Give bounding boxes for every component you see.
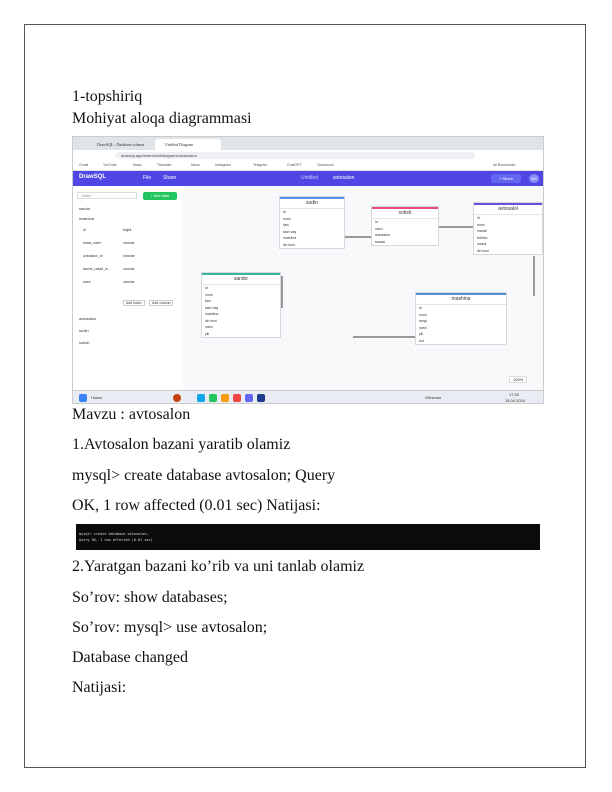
entity-field[interactable]: id: [375, 220, 378, 224]
entity-field[interactable]: sanasi: [375, 239, 386, 244]
entity-field[interactable]: turi: [419, 338, 424, 343]
sidebar-table-item[interactable]: sardor: [79, 206, 91, 211]
entity-field[interactable]: mashina: [283, 236, 297, 240]
task-heading: 1-topshiriq: [72, 88, 143, 105]
entity-field[interactable]: ish kuni: [283, 242, 295, 247]
step1-result: OK, 1 row affected (0.01 sec) Natijasi:: [72, 497, 321, 514]
weather-text: Облачно: [425, 395, 442, 400]
zoom-level[interactable]: 100%: [509, 376, 527, 383]
entity-field[interactable]: ish kuni: [205, 318, 217, 323]
entity-avtosalol[interactable]: [473, 202, 543, 255]
entity-field[interactable]: yili: [205, 331, 210, 336]
entity-field[interactable]: fam: [205, 299, 211, 303]
column-name[interactable]: id: [83, 228, 86, 232]
column-type[interactable]: varchar: [123, 280, 135, 284]
entity-field[interactable]: fam: [283, 223, 289, 227]
project-name[interactable]: avtosalon: [333, 175, 355, 181]
relation-line: [353, 336, 417, 338]
add-index-button[interactable]: Add index: [123, 300, 145, 306]
browser-tabbar: [73, 137, 543, 150]
result-label: Natijasi:: [72, 679, 127, 696]
column-name[interactable]: narxi: [83, 280, 91, 284]
project-label: Untitled: [301, 175, 318, 181]
column-type[interactable]: varchar: [123, 241, 135, 245]
chrome-icon[interactable]: [233, 394, 241, 402]
terminal-line: Query OK, 1 row affected (0.01 sec): [79, 538, 153, 542]
relation-line: [438, 226, 476, 228]
column-name[interactable]: avtosalon_id: [83, 254, 103, 258]
step1-query: mysql> create database avtosalon; Query: [72, 467, 336, 484]
entity-field[interactable]: manzil: [477, 229, 488, 233]
entity-mashina[interactable]: [415, 292, 507, 345]
app-icon[interactable]: [209, 394, 217, 402]
entity-field[interactable]: avtosalon: [375, 233, 390, 237]
clock-date: 15.04.2024: [505, 398, 526, 403]
topic-line: Mavzu : avtosalon: [72, 406, 191, 423]
entity-field[interactable]: rangi: [419, 319, 427, 323]
entity-field[interactable]: id: [205, 286, 208, 290]
entity-field[interactable]: id: [419, 306, 422, 310]
column-name[interactable]: tasme_rasad_in...: [83, 267, 111, 271]
use-query: So’rov: mysql> use avtosalon;: [72, 619, 268, 636]
menu-share[interactable]: Share: [163, 175, 177, 181]
app-icon[interactable]: [257, 394, 265, 402]
step1-line: 1.Avtosalon bazani yaratib olamiz: [72, 436, 291, 453]
folder-icon[interactable]: [221, 394, 229, 402]
entity-title: mashina: [416, 293, 506, 305]
entity-field[interactable]: tash vaq: [205, 305, 219, 310]
new-table-button[interactable]: + New table: [143, 192, 177, 200]
entity-field[interactable]: nomi: [205, 292, 213, 297]
column-type[interactable]: varchar: [123, 267, 135, 271]
bookmark-item[interactable]: Classroom: [317, 163, 334, 167]
address-bar: [73, 150, 543, 161]
entity-sardor[interactable]: [201, 272, 281, 338]
entity-field[interactable]: narxi: [205, 325, 213, 329]
entity-field[interactable]: narxi: [375, 226, 383, 231]
entity-field[interactable]: nomi: [477, 222, 485, 227]
bookmark-item[interactable]: Instagram: [215, 163, 231, 167]
os-taskbar: [73, 390, 543, 404]
column-type[interactable]: bigint: [123, 228, 132, 232]
app-logo: DrawSQL: [79, 174, 107, 180]
bookmark-item[interactable]: News: [191, 163, 200, 167]
entity-sudin[interactable]: [279, 196, 345, 249]
diagram-canvas[interactable]: [183, 186, 544, 390]
entity-field[interactable]: nomi: [283, 216, 291, 221]
windows-start-icon[interactable]: [79, 394, 87, 402]
app-icon[interactable]: [245, 394, 253, 402]
er-diagram-screenshot: [72, 136, 544, 404]
diagram-heading: Mohiyat aloqa diagrammasi: [72, 110, 252, 127]
app-toolbar: [73, 171, 543, 186]
entity-title: sudin: [280, 197, 344, 209]
bookmark-item[interactable]: Maps: [133, 163, 142, 167]
sidebar-table-item[interactable]: sotish: [79, 340, 90, 345]
entity-sotish[interactable]: [371, 206, 439, 246]
column-name[interactable]: mass_xatei: [83, 241, 101, 245]
relation-line: [533, 256, 535, 296]
entity-field[interactable]: id: [477, 216, 480, 220]
bookmark-item[interactable]: YouTube: [103, 163, 117, 167]
app-icon[interactable]: [197, 394, 205, 402]
bookmark-item[interactable]: Gmail: [79, 163, 89, 167]
db-changed: Database changed: [72, 649, 188, 666]
add-column-button[interactable]: Add column: [149, 300, 173, 306]
clock-time: 17:30: [509, 392, 520, 397]
entity-field[interactable]: narxi: [419, 325, 427, 330]
sidebar-table-item[interactable]: mashina: [79, 216, 95, 221]
show-query: So’rov: show databases;: [72, 589, 228, 606]
avatar[interactable]: AS: [529, 174, 539, 183]
entity-field[interactable]: ish kuni: [477, 248, 489, 253]
entity-field[interactable]: tash vaq: [283, 229, 297, 234]
app-icon[interactable]: [173, 394, 181, 402]
tables-sidebar: [73, 186, 184, 390]
entity-title: sardor: [202, 273, 280, 285]
sidebar-table-item[interactable]: avtosalon: [79, 316, 97, 321]
bookmark-item[interactable]: All Bookmarks: [493, 163, 516, 167]
relation-line: [281, 276, 283, 308]
entity-field[interactable]: mashina: [205, 312, 219, 316]
entity-field[interactable]: telefon: [477, 235, 488, 240]
step2-line: 2.Yaratgan bazani ko’rib va uni tanlab olamiz: [72, 558, 365, 575]
sidebar-table-item[interactable]: sudin: [79, 328, 89, 333]
bookmarks-bar: [73, 161, 543, 171]
browser-tab-active[interactable]: Untitled Diagram: [155, 139, 221, 150]
entity-title: avtosalol: [474, 203, 542, 215]
terminal-screenshot: [76, 524, 540, 550]
taskbar-search[interactable]: Поиск: [91, 395, 103, 400]
entity-field[interactable]: yili: [419, 332, 424, 336]
url-input[interactable]: drawsql.app/teams/tuit/diagrams/avtosalon: [115, 152, 475, 159]
entity-field[interactable]: nomi: [419, 312, 427, 317]
entity-title: sotish: [372, 207, 438, 219]
entity-field[interactable]: masul: [477, 242, 487, 246]
column-type[interactable]: varchar: [123, 254, 135, 258]
bookmark-item[interactable]: Telegram: [253, 163, 268, 167]
terminal-line: mysql> create database avtosalon;: [79, 532, 149, 536]
browser-tab[interactable]: DrawSQL - Database schema: [97, 142, 145, 147]
bookmark-item[interactable]: ChatGPT: [287, 163, 302, 167]
tables-search-input[interactable]: Tables: [77, 192, 137, 199]
menu-file[interactable]: File: [143, 175, 152, 181]
bookmark-item[interactable]: Translate: [157, 163, 172, 167]
entity-field[interactable]: id: [283, 210, 286, 214]
share-button[interactable]: + Share: [491, 174, 521, 183]
